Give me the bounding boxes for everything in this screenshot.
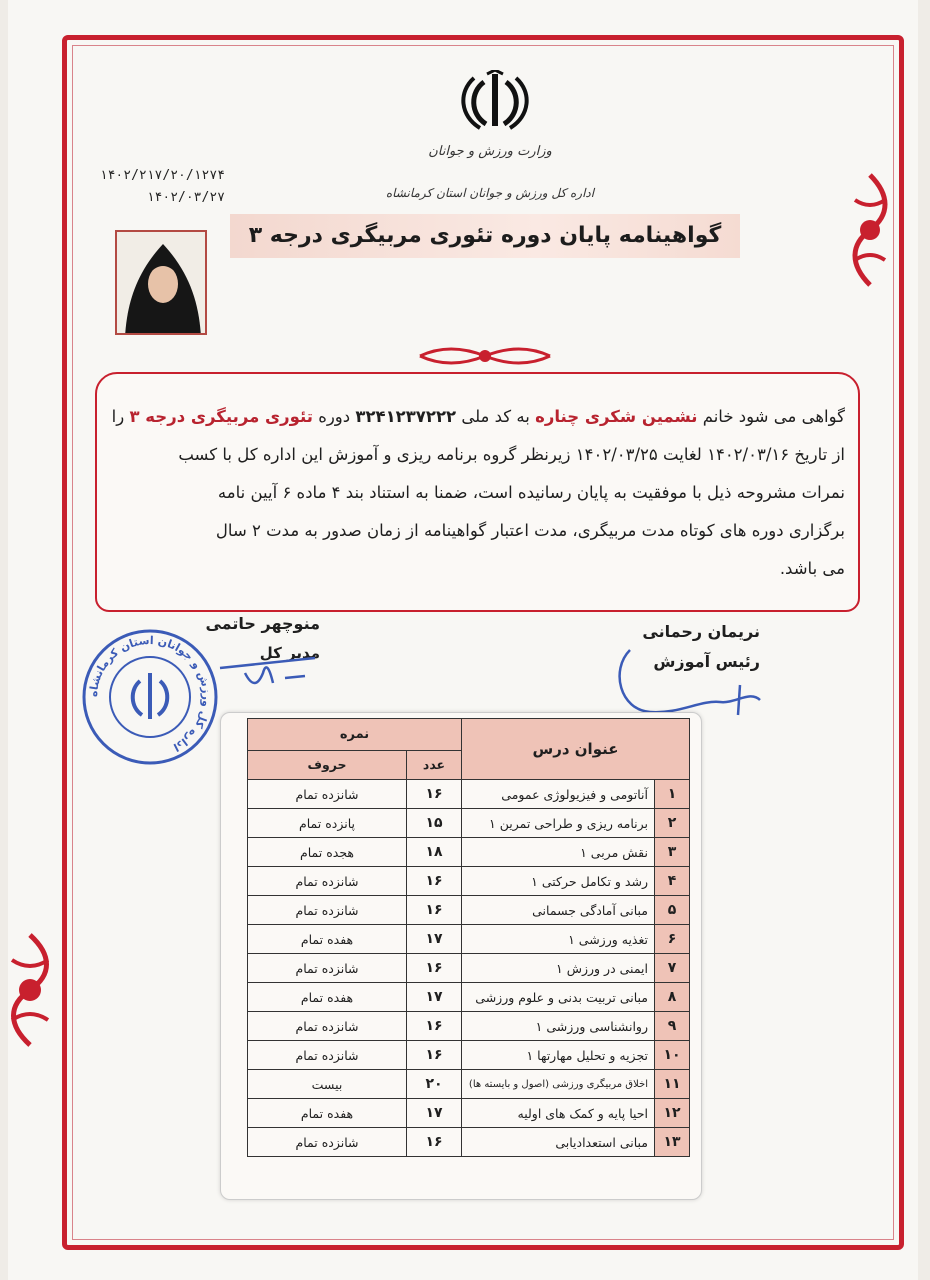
grade-words: شانزده تمام <box>248 780 407 809</box>
holder-photo <box>115 230 207 335</box>
grade-digit: ۱۶ <box>407 1041 462 1070</box>
row-number: ۶ <box>655 925 690 954</box>
body-line-3: نمرات مشروحه ذیل با موفقیت به پایان رسانیده است، ضمنا به استناد بند ۴ ماده ۶ آیین نامه <box>217 483 845 502</box>
course-title: مبانی آمادگی جسمانی <box>462 896 655 925</box>
course-title: تجزیه و تحلیل مهارتها ۱ <box>462 1041 655 1070</box>
table-row <box>248 983 690 1012</box>
course-title: رشد و تکامل حرکتی ۱ <box>462 867 655 896</box>
grade-digit: ۱۷ <box>407 1099 462 1128</box>
training-head-role: رئیس آموزش <box>653 652 760 671</box>
table-row <box>248 780 690 809</box>
table-row <box>248 1012 690 1041</box>
grade-words: بیست <box>248 1070 407 1099</box>
table-row <box>248 1099 690 1128</box>
grade-digit: ۲۰ <box>407 1070 462 1099</box>
grade-digit: ۱۶ <box>407 1128 462 1157</box>
course-title: ایمنی در ورزش ۱ <box>462 954 655 983</box>
row-number: ۷ <box>655 954 690 983</box>
grade-digit: ۱۷ <box>407 983 462 1012</box>
header-digit: عدد <box>407 750 462 779</box>
course-title: مبانی تربیت بدنی و علوم ورزشی <box>462 983 655 1012</box>
grade-digit: ۱۶ <box>407 1012 462 1041</box>
row-number: ۳ <box>655 838 690 867</box>
national-emblem-icon <box>460 70 530 132</box>
table-row <box>248 925 690 954</box>
grade-words: هجده تمام <box>248 838 407 867</box>
office-name: اداره کل ورزش و جوانان استان کرمانشاه <box>385 186 595 200</box>
certificate-body <box>110 398 845 588</box>
grade-words: شانزده تمام <box>248 1128 407 1157</box>
grade-digit: ۱۷ <box>407 925 462 954</box>
training-head-name: نریمان رحمانی <box>642 622 760 641</box>
course-title: نقش مربی ۱ <box>462 838 655 867</box>
body-line-4: برگزاری دوره های کوتاه مدت مربیگری، مدت اعتبار گواهینامه از زمان صدور به مدت ۲ سال <box>215 521 845 540</box>
stamp-text: اداره کل ورزش و جوانان استان کرمانشاه <box>86 633 214 754</box>
course-title: مبانی استعدادیابی <box>462 1128 655 1157</box>
grade-digit: ۱۶ <box>407 954 462 983</box>
row-number: ۸ <box>655 983 690 1012</box>
reference-date: ۱۴۰۲/۰۳/۲۷ <box>146 190 225 205</box>
row-number: ۵ <box>655 896 690 925</box>
grade-words: شانزده تمام <box>248 1041 407 1070</box>
course-title: برنامه ریزی و طراحی تمرین ۱ <box>462 809 655 838</box>
body-line-5: می باشد. <box>779 559 845 578</box>
course-title: روانشناسی ورزشی ۱ <box>462 1012 655 1041</box>
grade-words: شانزده تمام <box>248 896 407 925</box>
reference-block <box>95 165 225 209</box>
grade-digit: ۱۶ <box>407 896 462 925</box>
national-code: ۳۲۴۱۲۳۷۲۲۲ <box>355 407 457 426</box>
table-row <box>248 1041 690 1070</box>
header-words: حروف <box>248 750 407 779</box>
row-number: ۱۰ <box>655 1041 690 1070</box>
row-number: ۱ <box>655 780 690 809</box>
holder-name: نشمین شکری چناره <box>535 407 698 426</box>
table-row <box>248 809 690 838</box>
table-row <box>248 1128 690 1157</box>
honorific: خانم <box>702 407 734 426</box>
course-title: احیا پایه و کمک های اولیه <box>462 1099 655 1128</box>
table-row <box>248 954 690 983</box>
certificate-title: گواهینامه پایان دوره تئوری مربیگری درجه ۳ <box>248 223 722 248</box>
director-role: مدیر کل <box>259 644 320 662</box>
grade-words: شانزده تمام <box>248 1012 407 1041</box>
row-number: ۱۲ <box>655 1099 690 1128</box>
national-code-label: به کد ملی <box>461 407 530 426</box>
body-line-1 <box>110 398 845 436</box>
grade-words: هفده تمام <box>248 925 407 954</box>
grade-digit: ۱۶ <box>407 867 462 896</box>
grade-words: هفده تمام <box>248 1099 407 1128</box>
left-ornament-icon <box>2 930 57 1050</box>
course-title: تغذیه ورزشی ۱ <box>462 925 655 954</box>
body-intro: گواهی می شود <box>738 407 845 426</box>
course-label: دوره <box>318 407 351 426</box>
table-row <box>248 896 690 925</box>
grade-digit: ۱۶ <box>407 780 462 809</box>
course-title: آناتومی و فیزیولوژی عمومی <box>462 780 655 809</box>
grade-words: شانزده تمام <box>248 954 407 983</box>
course-title: اخلاق مربیگری ورزشی (اصول و بایسته ها) <box>462 1070 655 1099</box>
ministry-name: وزارت ورزش و جوانان <box>428 144 552 159</box>
row-number: ۲ <box>655 809 690 838</box>
reference-number: ۱۴۰۲/۲۱۷/۲۰/۱۲۷۴ <box>99 168 225 183</box>
grade-words: پانزده تمام <box>248 809 407 838</box>
header-course-title: عنوان درس <box>462 719 690 780</box>
grade-words: هفده تمام <box>248 983 407 1012</box>
body-ra: را <box>111 407 125 426</box>
row-number: ۱۱ <box>655 1070 690 1099</box>
table-row <box>248 838 690 867</box>
table-row <box>248 1070 690 1099</box>
row-number: ۹ <box>655 1012 690 1041</box>
right-ornament-icon <box>845 170 895 290</box>
course-name: تئوری مربیگری درجه ۳ <box>129 407 313 426</box>
grades-table-body <box>248 780 690 1157</box>
table-row <box>248 867 690 896</box>
row-number: ۱۳ <box>655 1128 690 1157</box>
header-grade: نمره <box>248 719 462 751</box>
grade-digit: ۱۸ <box>407 838 462 867</box>
grades-table <box>247 718 690 1157</box>
body-line-2: از تاریخ ۱۴۰۲/۰۳/۱۶ لغایت ۱۴۰۲/۰۳/۲۵ زیرنظر گروه برنامه ریزی و آموزش این اداره کل با کسب <box>178 445 845 464</box>
row-number: ۴ <box>655 867 690 896</box>
director-name: منوچهر حاتمی <box>205 614 320 633</box>
grade-digit: ۱۵ <box>407 809 462 838</box>
training-head-signature-icon <box>610 630 770 720</box>
grade-words: شانزده تمام <box>248 867 407 896</box>
person-photo-icon <box>117 232 207 335</box>
director-signature-icon <box>215 648 325 698</box>
divider-ornament-icon <box>415 342 555 370</box>
